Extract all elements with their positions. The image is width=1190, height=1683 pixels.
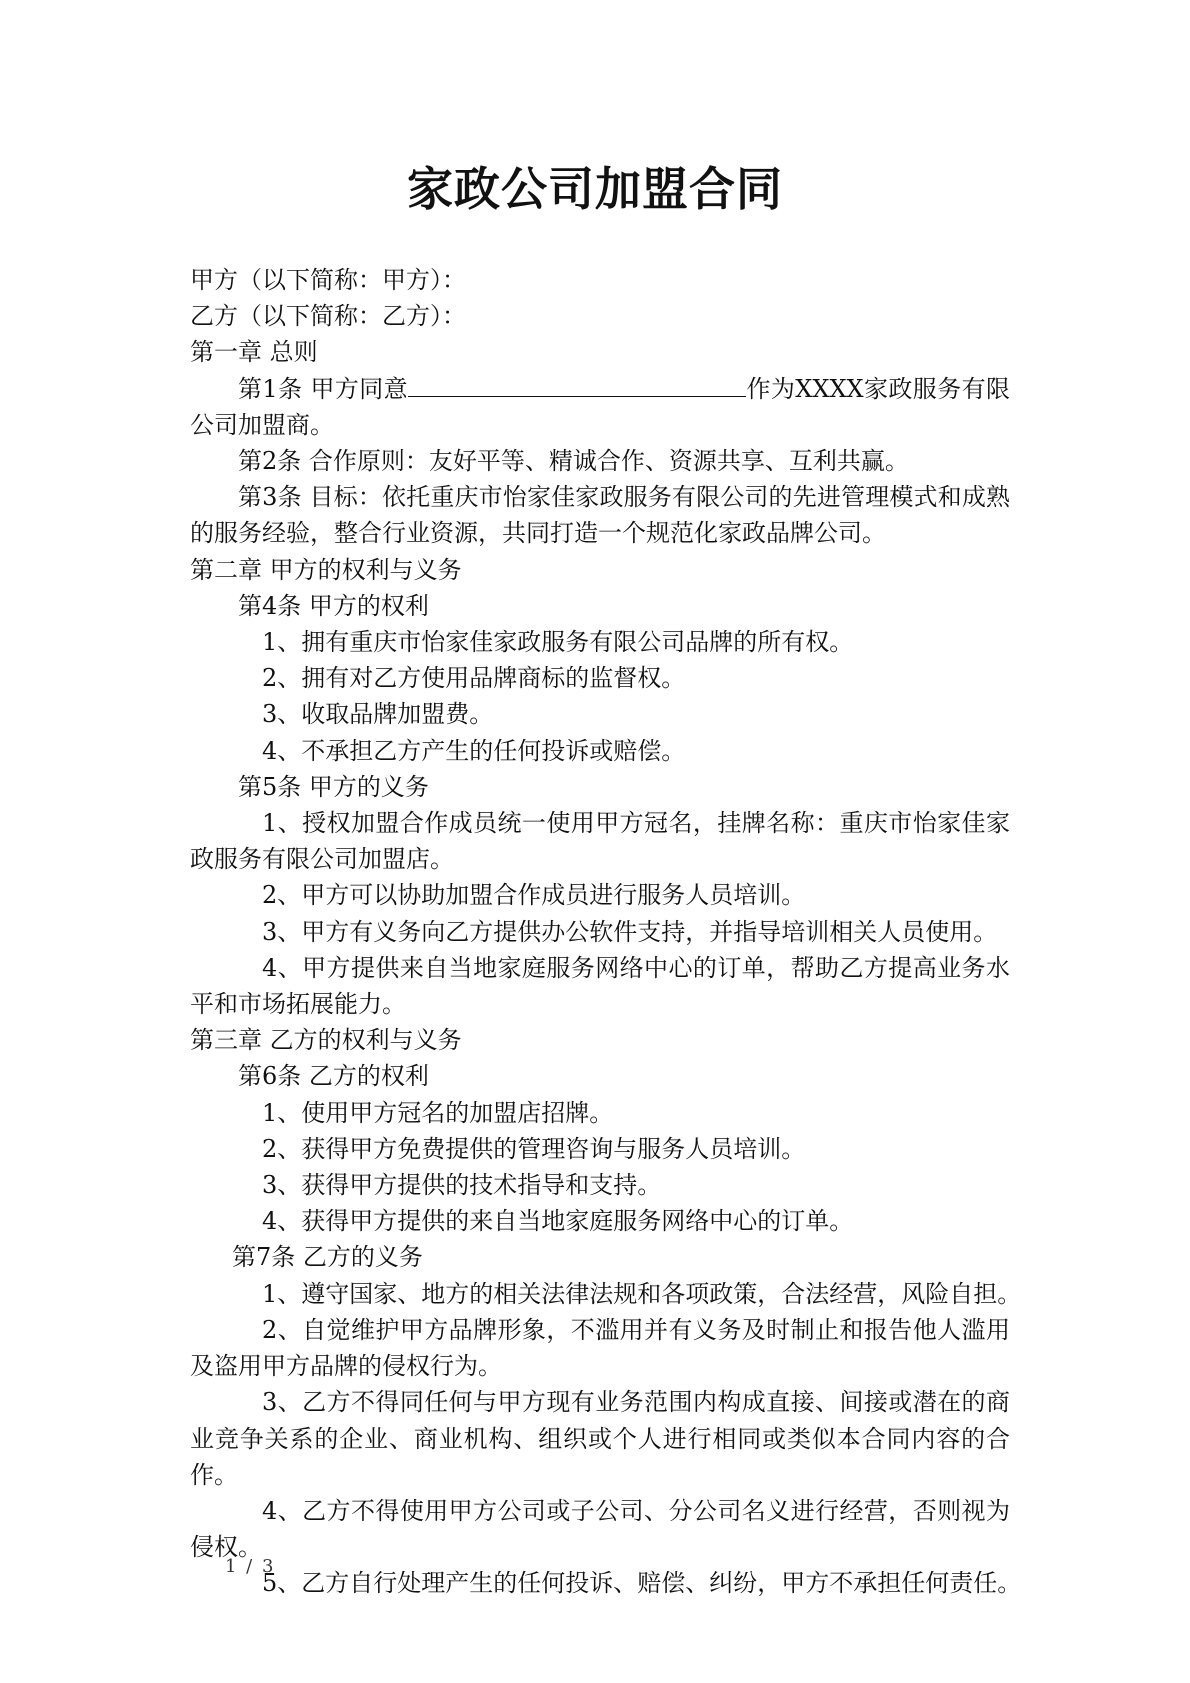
list-item: 1、授权加盟合作成员统一使用甲方冠名，挂牌名称：重庆市怡家佳家政服务有限公司加盟店。: [190, 809, 1010, 874]
list-item: 1、遵守国家、地方的相关法律法规和各项政策，合法经营，风险自担。: [262, 1279, 1022, 1308]
article-1-prefix: 第1条 甲方同意: [238, 374, 409, 403]
article-6-heading: 第6条 乙方的权利: [238, 1062, 429, 1091]
chapter-heading-3: 第三章 乙方的权利与义务: [190, 1026, 462, 1055]
list-item: 4、获得甲方提供的来自当地家庭服务网络中心的订单。: [262, 1207, 854, 1236]
list-item: 4、乙方不得使用甲方公司或子公司、分公司名义进行经营，否则视为侵权。: [190, 1496, 1010, 1562]
list-item: 2、拥有对乙方使用品牌商标的监督权。: [262, 664, 686, 693]
party-b-line: 乙方（以下简称：乙方）：: [190, 302, 466, 331]
list-item: 3、乙方不得同任何与甲方现有业务范围内构成直接、间接或潜在的商业竞争关系的企业、商业机构、组织或个人进行相同或类似本合同内容的合作。: [190, 1388, 1010, 1489]
article-1: [190, 371, 1010, 443]
article-5-heading: 第5条 甲方的义务: [238, 772, 429, 801]
list-item: 1、使用甲方冠名的加盟店招牌。: [262, 1098, 614, 1127]
article-7-heading: 第7条 乙方的义务: [232, 1243, 423, 1272]
article-2: 第2条 合作原则：友好平等、精诚合作、资源共享、互利共赢。: [238, 447, 909, 476]
fill-in-blank-line: [408, 376, 746, 397]
list-item: 4、甲方提供来自当地家庭服务网络中心的订单，帮助乙方提高业务水平和市场拓展能力。: [190, 953, 1010, 1019]
article-3: 第3条 目标：依托重庆市怡家佳家政服务有限公司的先进管理模式和成熟的服务经验，整合行业资源，共同打造一个规范化家政品牌公司。: [190, 483, 1010, 548]
chapter-heading-2: 第二章 甲方的权利与义务: [190, 555, 462, 584]
contract-body: [190, 262, 1022, 1602]
list-item: 1、拥有重庆市怡家佳家政服务有限公司品牌的所有权。: [262, 628, 854, 657]
list-item: 2、自觉维护甲方品牌形象，不滥用并有义务及时制止和报告他人滥用及盗用甲方品牌的侵权行为。: [190, 1315, 1010, 1381]
list-item: 5、乙方自行处理产生的任何投诉、赔偿、纠纷，甲方不承担任何责任。: [262, 1569, 1022, 1598]
list-item: 3、甲方有义务向乙方提供办公软件支持，并指导培训相关人员使用。: [262, 917, 998, 946]
page-number: 1 / 3: [225, 1556, 276, 1577]
list-item: 2、获得甲方免费提供的管理咨询与服务人员培训。: [262, 1134, 806, 1163]
party-a-line: 甲方（以下简称：甲方）：: [190, 266, 466, 294]
article-1-suffix: 作为XXXX家政服务有限公司加盟商。: [190, 374, 1010, 439]
list-item: 2、甲方可以协助加盟合作成员进行服务人员培训。: [262, 881, 806, 910]
document-title: 家政公司加盟合同: [407, 162, 783, 216]
article-4-heading: 第4条 甲方的权利: [238, 591, 429, 620]
list-item: 4、不承担乙方产生的任何投诉或赔偿。: [262, 736, 686, 765]
chapter-heading-1: 第一章 总则: [190, 338, 318, 367]
list-item: 3、获得甲方提供的技术指导和支持。: [262, 1171, 662, 1200]
list-item: 3、收取品牌加盟费。: [262, 700, 494, 729]
